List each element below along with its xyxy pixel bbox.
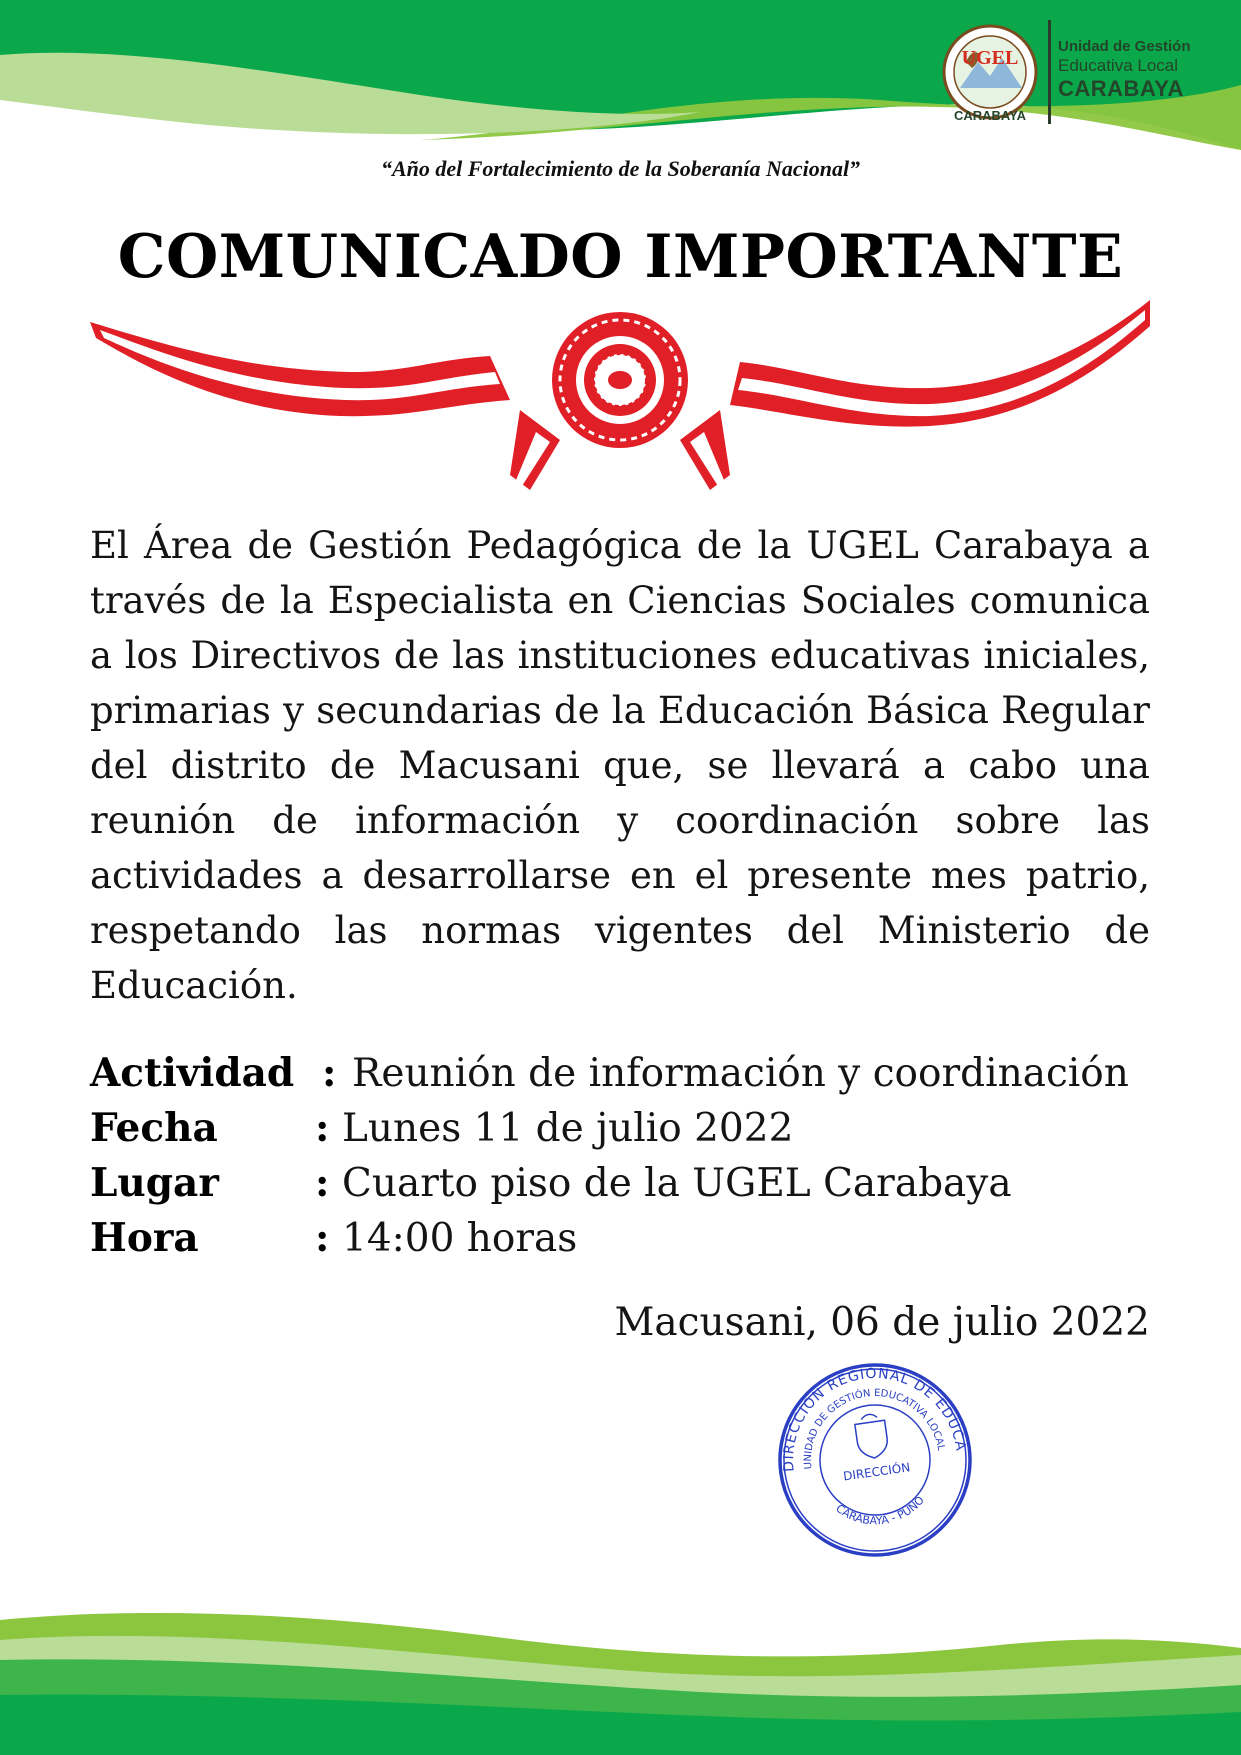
detail-label: Hora	[90, 1215, 199, 1261]
svg-text:CARABAYA - PUNO: CARABAYA - PUNO	[833, 1493, 927, 1528]
official-stamp-icon	[775, 1360, 975, 1560]
svg-text:DIRECCIÓN: DIRECCIÓN	[842, 1460, 912, 1484]
detail-separator: :	[322, 1050, 337, 1096]
detail-value: Lunes 11 de julio 2022	[342, 1106, 794, 1151]
detail-separator: :	[315, 1215, 330, 1261]
ribbon-rosette-icon	[90, 300, 1150, 510]
page-title: COMUNICADO IMPORTANTE	[117, 222, 1124, 292]
detail-separator: :	[315, 1105, 330, 1151]
svg-text:UGEL: UGEL	[961, 47, 1019, 69]
logo-line-2: Educativa Local	[1058, 56, 1179, 75]
detail-value: 14:00 horas	[342, 1216, 578, 1261]
detail-label: Lugar	[90, 1160, 219, 1206]
communique-body: El Área de Gestión Pedagógica de la UGEL Carabaya a través de la Especialista en Ciencias Sociales comunica a los Directivos de las instituciones educativas iniciales, primarias y secundarias de la Educación Básica Regular del distrito de Macusani que, se llevará a cabo una reunión de información y coordinación sobre las actividades a desarrollarse en el presente mes patrio, respetando las normas vigentes del Ministerio de Educación.	[90, 524, 1150, 1007]
svg-text:DIRECCIÓN REGIONAL DE EDUCACIÓ: DIRECCIÓN REGIONAL DE EDUCACIÓN	[780, 1365, 969, 1473]
logo-badge-caption: CARABAYA	[953, 108, 1026, 123]
year-motto: “Año del Fortalecimiento de la Soberanía Nacional”	[380, 156, 861, 181]
logo-line-1: Unidad de Gestión	[1058, 38, 1191, 55]
detail-value: Cuarto piso de la UGEL Carabaya	[342, 1161, 1012, 1206]
svg-text:UNIDAD DE GESTIÓN EDUCATIVA LO: UNIDAD DE GESTIÓN EDUCATIVA LOCAL	[802, 1387, 947, 1470]
logo-separator	[1048, 20, 1051, 124]
footer-wave-decoration	[0, 1600, 1241, 1755]
detail-separator: :	[315, 1160, 330, 1206]
ugel-logo	[938, 16, 1228, 128]
detail-label: Actividad	[90, 1050, 295, 1096]
detail-label: Fecha	[90, 1105, 218, 1151]
detail-value: Reunión de información y coordinación	[352, 1051, 1129, 1096]
place-date: Macusani, 06 de julio 2022	[614, 1300, 1150, 1345]
logo-line-3: CARABAYA	[1058, 76, 1184, 101]
